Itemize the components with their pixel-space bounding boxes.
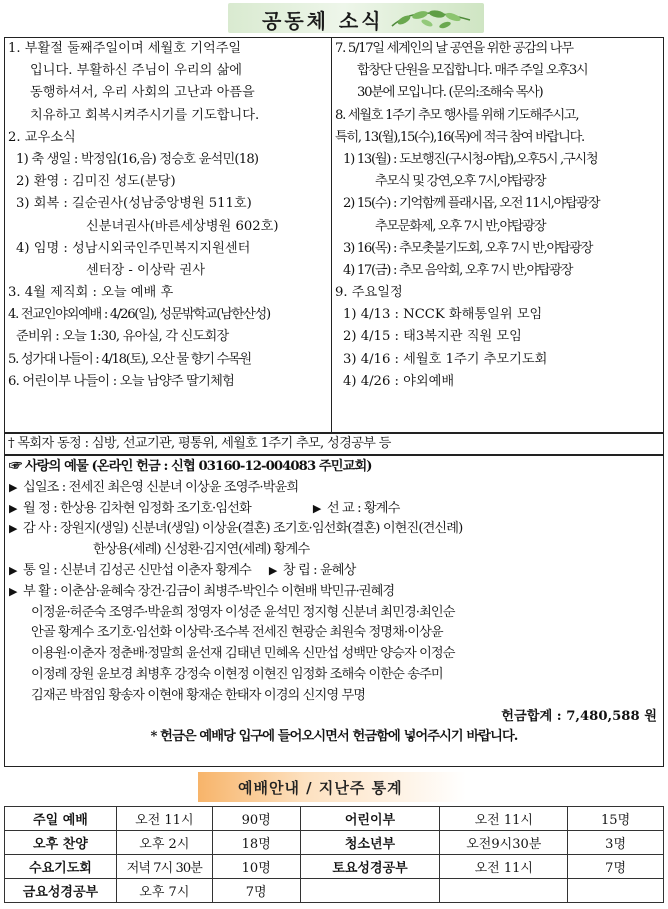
- table-cell: 오후 2시: [116, 831, 212, 855]
- table-cell: 오전 11시: [440, 807, 568, 831]
- news-line: 4) 임명 : 성남시외국인주민복지지원센터: [16, 240, 251, 256]
- news-line: 특히, 13(월),15(수),16(목)에 적극 참여 바랍니다.: [335, 129, 584, 145]
- table-cell: 오전 11시: [116, 807, 212, 831]
- offering-row-easter-cont: 안골 황계수 조기호·임선화 이상락·조수복 전세진 현광순 최원숙 정명채·이상윤: [31, 625, 443, 641]
- offering-row-easter: ▶ 부 활 : 이춘삼·윤혜숙 장건·김금이 최병주·박인수 이현배 박민규·권혜경: [9, 582, 659, 603]
- news-line: 센터장 - 이상락 권사: [86, 262, 205, 278]
- news-line: 입니다. 부활하신 주님이 우리의 삶에: [30, 63, 243, 79]
- table-cell: 청소년부: [300, 831, 440, 855]
- table-cell: [568, 879, 664, 903]
- offering-row-easter-cont: 김재곤 박점임 황송자 이현애 황재순 한태자 이경의 신지영 무명: [31, 687, 366, 703]
- news-line: 30분에 모입니다. (문의:조해숙 목사): [357, 85, 543, 101]
- pastor-activity: † 목회자 동정 : 심방, 선교기관, 평통위, 세월호 1주기 추모, 성경공부 등: [8, 436, 391, 451]
- news-left-column: [8, 38, 330, 393]
- offering-row-thanks-cont: 한상용(세례) 신성환·김지연(세례) 황계수: [93, 542, 310, 558]
- table-cell: [300, 879, 440, 903]
- bullet-icon: ▶: [268, 563, 277, 577]
- table-cell: 금요성경공부: [5, 879, 117, 903]
- offering-row-unity: ▶ 통 일 : 신분녀 김성곤 신만섭 이춘자 황계수 ▶ 창 립 : 윤혜상: [9, 561, 659, 582]
- news-line: 8. 세월호 1주기 추모 행사를 위해 기도해주시고,: [335, 107, 579, 123]
- table-cell: 7명: [568, 855, 664, 879]
- news-line: 6. 어린이부 나들이 : 오늘 남양주 딸기체험: [8, 373, 235, 389]
- offering-row-easter-cont: 이정윤·허준숙 조영주·박윤희 정영자 이성준 윤석민 정지형 신분녀 최민경·최인순: [31, 604, 455, 620]
- bullet-icon: ▶: [9, 480, 17, 494]
- news-line: 신분녀권사(바른세상병원 602호): [86, 218, 279, 234]
- table-cell: 오후 찬양: [5, 831, 117, 855]
- news-line: 5. 성가대 나들이 : 4/18(토), 오산 물 향기 수목원: [8, 351, 251, 367]
- bullet-icon: ▶: [9, 584, 17, 598]
- news-line: 1. 부활절 둘째주일이며 세월호 기억주일: [8, 41, 242, 56]
- news-line: 3) 회복 : 길순권사(성남중앙병원 511호): [16, 196, 252, 212]
- table-row: [5, 831, 664, 855]
- offering-total: 헌금합계 : 7,480,588 원: [501, 708, 657, 724]
- leaf-decoration-icon: [390, 6, 475, 32]
- news-line: 3) 4/16 : 세월호 1주기 추모기도회: [343, 351, 548, 367]
- bullet-icon: ▶: [9, 522, 17, 536]
- news-line: 4) 4/26 : 야외예배: [343, 373, 455, 389]
- news-line: 준비위 : 오늘 1:30, 유아실, 각 신도회장: [16, 329, 229, 345]
- table-cell: 7명: [212, 879, 300, 903]
- news-line: 9. 주요일정: [335, 285, 403, 301]
- table-cell: 90명: [212, 807, 300, 831]
- table-cell: 오전 11시: [440, 855, 568, 879]
- table-cell: 주일 예배: [5, 807, 117, 831]
- table-row: [5, 807, 664, 831]
- table-cell: 오전9시30분: [440, 831, 568, 855]
- offering-row-easter-cont: 이정례 장원 윤보경 최병후 강정숙 이현정 이현진 임정화 조해숙 이한순 송주미: [31, 666, 443, 682]
- service-table: [4, 806, 664, 903]
- news-line: 1) 13(월) : 도보행진(구시청-야탑),오후5시 ,구시청: [343, 151, 598, 167]
- news-line: 4) 17(금) : 추모 음악회, 오후 7시 반,야탑광장: [343, 262, 573, 278]
- page-title: 공동체 소식: [262, 9, 384, 33]
- news-line: 1) 4/13 : NCCK 화해통일위 모임: [343, 307, 543, 323]
- news-line: 치유하고 회복시켜주시기를 기도합니다.: [30, 107, 260, 123]
- table-cell: 15명: [568, 807, 664, 831]
- news-line: 2) 환영 : 김미진 성도(분당): [16, 174, 176, 190]
- news-line: 3) 16(목) : 추모촛불기도회, 오후 7시 반,야탑광장: [343, 240, 593, 256]
- offering-row-monthly: ▶ 월 정 : 한상용 김차현 임정화 조기호·임선화 ▶ 선 교 : 황계수: [9, 499, 659, 520]
- news-line: 2. 교우소식: [8, 129, 76, 145]
- offering-row-easter-cont: 이용원·이춘자 정춘배·정말희 윤선재 김태년 민혜옥 신만섭 성백만 양승자 이정순: [31, 646, 455, 662]
- table-cell: 3명: [568, 831, 664, 855]
- offering-notice: * 헌금은 예배당 입구에 들어오시면서 헌금함에 넣어주시기 바랍니다.: [150, 729, 518, 745]
- bullet-icon: ▶: [9, 501, 17, 515]
- news-line: 2) 4/15 : 태3복지관 직원 모임: [343, 329, 522, 345]
- bullet-icon: ▶: [312, 501, 321, 515]
- table-cell: 오후 7시: [116, 879, 212, 903]
- table-cell: 수요기도회: [5, 855, 117, 879]
- service-title: 예배안내 / 지난주 통계: [238, 779, 403, 797]
- table-cell: 10명: [212, 855, 300, 879]
- table-cell: 저녁 7시 30분: [116, 855, 212, 879]
- news-line: 2) 15(수) : 기억함께 플래시몹, 오전 11시,야탑광장: [343, 196, 600, 212]
- column-divider: [331, 37, 332, 433]
- bullet-icon: ▶: [9, 563, 17, 577]
- table-row: [5, 879, 664, 903]
- news-line: 동행하셔서, 우리 사회의 고난과 아픔을: [30, 85, 255, 101]
- news-line: 3. 4월 제직회 : 오늘 예배 후: [8, 285, 174, 301]
- table-cell: 18명: [212, 831, 300, 855]
- news-right-column: [335, 38, 661, 393]
- news-line: 추모식 및 강연,오후 7시,야탑광장: [375, 174, 546, 190]
- offering-section: [9, 457, 659, 748]
- offering-row-tithe: ▶ 십일조 : 전세진 최은영 신분녀 이상윤 조영주·박윤희: [9, 478, 659, 499]
- offering-heading: ☞ 사랑의 예물 (온라인 헌금 : 신협 03160-12-004083 주민교회): [9, 459, 372, 474]
- offering-row-thanks: ▶ 감 사 : 장원지(생일) 신분녀(생일) 이상윤(결혼) 조기호·임선화(결혼) 이현진(견신례): [9, 519, 659, 540]
- news-line: 1) 축 생일 : 박정임(16,음) 정승호 윤석민(18): [16, 151, 259, 167]
- table-row: [5, 855, 664, 879]
- table-cell: 어린이부: [300, 807, 440, 831]
- table-cell: 토요성경공부: [300, 855, 440, 879]
- news-line: 합창단 단원을 모집합니다. 매주 주일 오후3시: [357, 63, 588, 79]
- table-cell: [440, 879, 568, 903]
- news-line: 4. 전교인야외예배 : 4/26(일), 성문밖학교(남한산성): [8, 307, 270, 323]
- news-line: 추모문화제, 오후 7시 반,야탑광장: [375, 218, 546, 234]
- news-line: 7. 5/17일 세계인의 날 공연을 위한 공감의 나무: [335, 41, 573, 56]
